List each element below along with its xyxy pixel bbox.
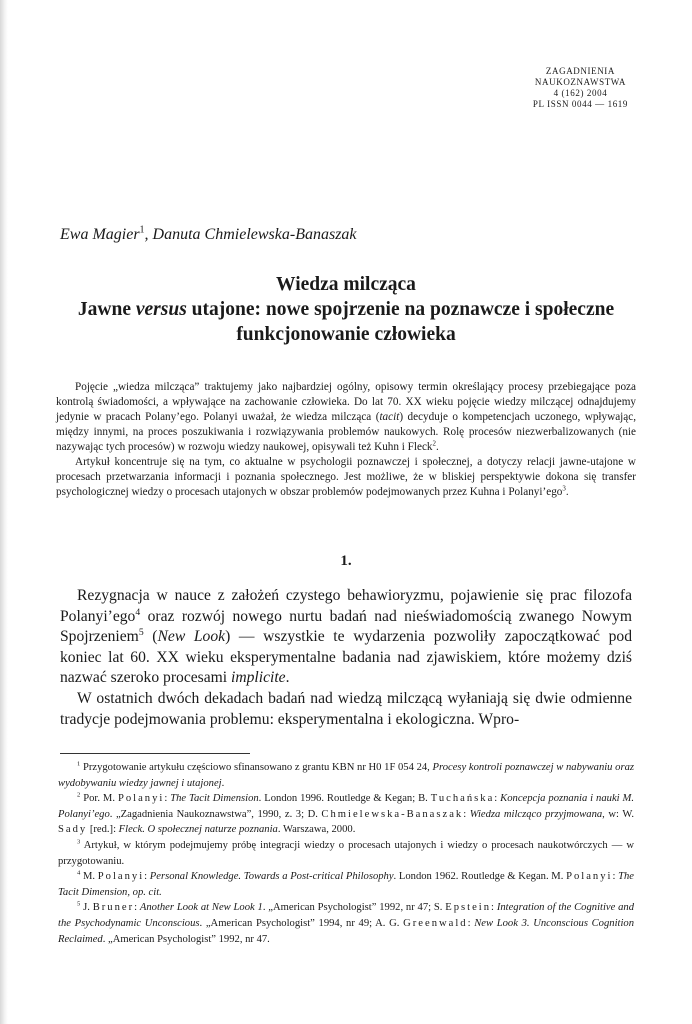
scan-edge-shadow — [0, 0, 8, 1024]
journal-issn: PL ISSN 0044 — 1619 — [532, 99, 628, 109]
abstract — [56, 380, 636, 500]
journal-header — [533, 66, 628, 110]
text: Przygotowanie artykułu częściowo sfinansowano z grantu KBN nr H0 1F 054 24, — [80, 762, 433, 773]
italic-text: Procesy kontroli poznawczej w nabywaniu oraz wydobywaniu wiedzy jawnej i utajonej — [58, 762, 634, 789]
body-paragraph: W ostatnich dwóch dekadach badań nad wiedzą milczącą wyłaniają się dwie odmienne tradycje podejmowania problemu: eksperymentalna i ekologiczna. Wpro- — [60, 689, 632, 728]
italic-text: New Look — [157, 628, 226, 646]
article-title — [40, 272, 652, 347]
text: ( — [143, 628, 158, 646]
footnote-number: 3 — [77, 838, 81, 846]
text: , w: W. — [602, 808, 634, 820]
italic-text: Koncepcja poznania i nauki M. Polanyi’ego — [58, 793, 634, 820]
footnote-4 — [58, 869, 634, 900]
spaced-name: Sady — [58, 824, 88, 836]
italic-text: Wiedza milcząco przyjmowana — [469, 808, 603, 820]
italic-text: The Tacit Dimension, op. cit. — [58, 871, 634, 898]
spaced-name: Chmielewska-Banaszak — [321, 808, 464, 820]
footnote-number: 5 — [77, 900, 81, 908]
text: : — [144, 871, 150, 883]
footnote-number: 2 — [77, 791, 81, 799]
title-line-1: Wiedza milcząca — [276, 274, 416, 295]
italic-text: The Tacit Dimension — [170, 793, 259, 805]
italic-text: Personal Knowledge. Towards a Post-critical Philosophy — [149, 871, 394, 883]
author-separator: , — [144, 226, 153, 243]
text: : — [134, 902, 140, 914]
footnote-number: 4 — [77, 869, 81, 877]
text: Rezygnacja w nauce z założeń czystego behawioryzmu, pojawienie się prac filozofa Polanyi’ego — [60, 587, 632, 625]
footnote-number: 1 — [77, 760, 81, 768]
text: [red.]: — [87, 824, 119, 836]
text: M. — [80, 871, 98, 883]
spaced-name: Polanyi — [566, 871, 613, 883]
section-heading: 1. — [340, 553, 352, 569]
footnote-divider — [60, 753, 250, 754]
journal-issue: 4 (162) 2004 — [553, 88, 608, 98]
title-line-3: funkcjonowanie człowieka — [236, 324, 456, 345]
footnote-2 — [58, 791, 634, 838]
text: . — [221, 777, 225, 789]
text: . „American Psychologist” 1992, nr 47; S. — [262, 902, 446, 914]
text: : — [612, 871, 619, 883]
author-2: Danuta Chmielewska-Banaszak — [152, 226, 357, 243]
italic-text: implicite — [231, 669, 286, 687]
italic-text: Fleck. O społecznej naturze poznania — [118, 824, 278, 836]
text: Por. M. — [80, 793, 118, 805]
text: : — [467, 917, 475, 929]
abstract-paragraph — [56, 455, 636, 500]
text: : — [494, 793, 501, 805]
text: ) — wszystkie te wydarzenia pozwoliły zapoczątkować pod koniec lat 60. XX wieku eksperymentalne badania nad zjawiskiem, które możemy dziś nazwać szeroko procesami — [60, 628, 632, 687]
footnote-ref: 4 — [135, 606, 141, 618]
text: . London 1962. Routledge & Kegan. M. — [393, 871, 567, 883]
text: : — [164, 793, 171, 805]
spaced-name: Epstein — [445, 902, 492, 914]
text: oraz rozwój nowego nurtu badań nad nieświadomością zwanego Nowym Spojrzeniem — [60, 607, 632, 646]
footnotes — [58, 760, 634, 947]
body-paragraph — [60, 586, 632, 689]
journal-name: ZAGADNIENIA — [545, 66, 615, 76]
footnote-3 — [58, 838, 634, 869]
footnote-ref: 1 — [139, 224, 145, 236]
text: . „Zagadnienia Naukoznawstwa”, 1990, z. 3; D. — [109, 808, 322, 820]
title-text: Jawne — [77, 299, 136, 320]
body-text — [60, 586, 632, 730]
spaced-name: Bruner — [92, 902, 135, 914]
text: Artykuł, w którym podejmujemy próbę integracji wiedzy o procesach utajonych i wiedzy o procesach naukotwórczych — w przygotowaniu. — [58, 839, 634, 867]
text: . Warszawa, 2000. — [277, 824, 356, 836]
title-text: utajone: nowe spojrzenie na poznawcze i społeczne — [186, 299, 615, 320]
text: . — [565, 486, 569, 498]
italic-text: Another Look at New Look 1 — [139, 902, 263, 914]
footnote-ref: 2 — [432, 439, 436, 448]
text: J. — [80, 902, 93, 914]
text: . — [436, 441, 439, 453]
spaced-name: Tuchańska — [430, 793, 495, 805]
spaced-name: Greenwald — [403, 917, 468, 929]
abstract-paragraph — [56, 380, 636, 455]
footnote-ref: 3 — [562, 484, 566, 493]
text: : — [491, 902, 497, 914]
text: . „American Psychologist” 1994, nr 49; A. G. — [199, 917, 404, 929]
title-line-2 — [40, 297, 652, 322]
footnote-1 — [58, 760, 634, 791]
spaced-name: Polanyi — [97, 871, 145, 883]
text: : — [463, 808, 470, 820]
author-1: Ewa Magier — [60, 226, 140, 243]
text: . London 1996. Routledge & Kegan; B. — [258, 793, 431, 805]
text: ) decyduje o kompetencjach uczonego, wpływając, między innymi, na proces poszukiwania i rozwiązywania problemów naukowych. Rolę procesów niezwerbalizowanych (nie nazywając tych procesów) w rozwoju wiedzy naukowej, opisywali też Kuhn i Fleck — [56, 411, 636, 453]
text: . — [285, 669, 290, 687]
footnote-ref: 5 — [138, 627, 144, 638]
footnote-5 — [58, 900, 634, 947]
title-italic: versus — [135, 299, 187, 320]
italic-text: New Look 3. Unconscious Cognition Reclaimed — [58, 917, 634, 945]
journal-name-2: NAUKOZNAWSTWA — [534, 77, 626, 87]
italic-text: tacit — [379, 411, 400, 423]
text: Artykuł koncentruje się na tym, co aktualne w psychologii poznawczej i społecznej, a dotyczy relacji jawne-utajone w procesach przetwarzania informacji i poznania społecznego. Jest możliwe, że w bliskiej perspektywie dokona się transfer psychologicznej wiedzy o procesach utajonych w obszar problemów podejmowanych przez Kuhna i Polanyi’ego — [56, 456, 636, 498]
text: Pojęcie „wiedza milcząca” traktujemy jako najbardziej ogólny, opisowy termin określający procesy przebiegające poza kontrolą świadomości, a wpływające na zachowanie człowieka. Do lat 70. XX wieku pojęcie wiedzy milczącej odnajdujemy jedynie w pracach Polany’ego. Polanyi uważał, że wiedza milcząca ( — [56, 381, 636, 423]
authors-line — [60, 226, 357, 244]
spaced-name: Polanyi — [117, 793, 165, 805]
text: . „American Psychologist” 1992, nr 47. — [102, 933, 270, 945]
italic-text: Integration of the Cognitive and the Psychodynamic Unconscious — [58, 902, 635, 929]
